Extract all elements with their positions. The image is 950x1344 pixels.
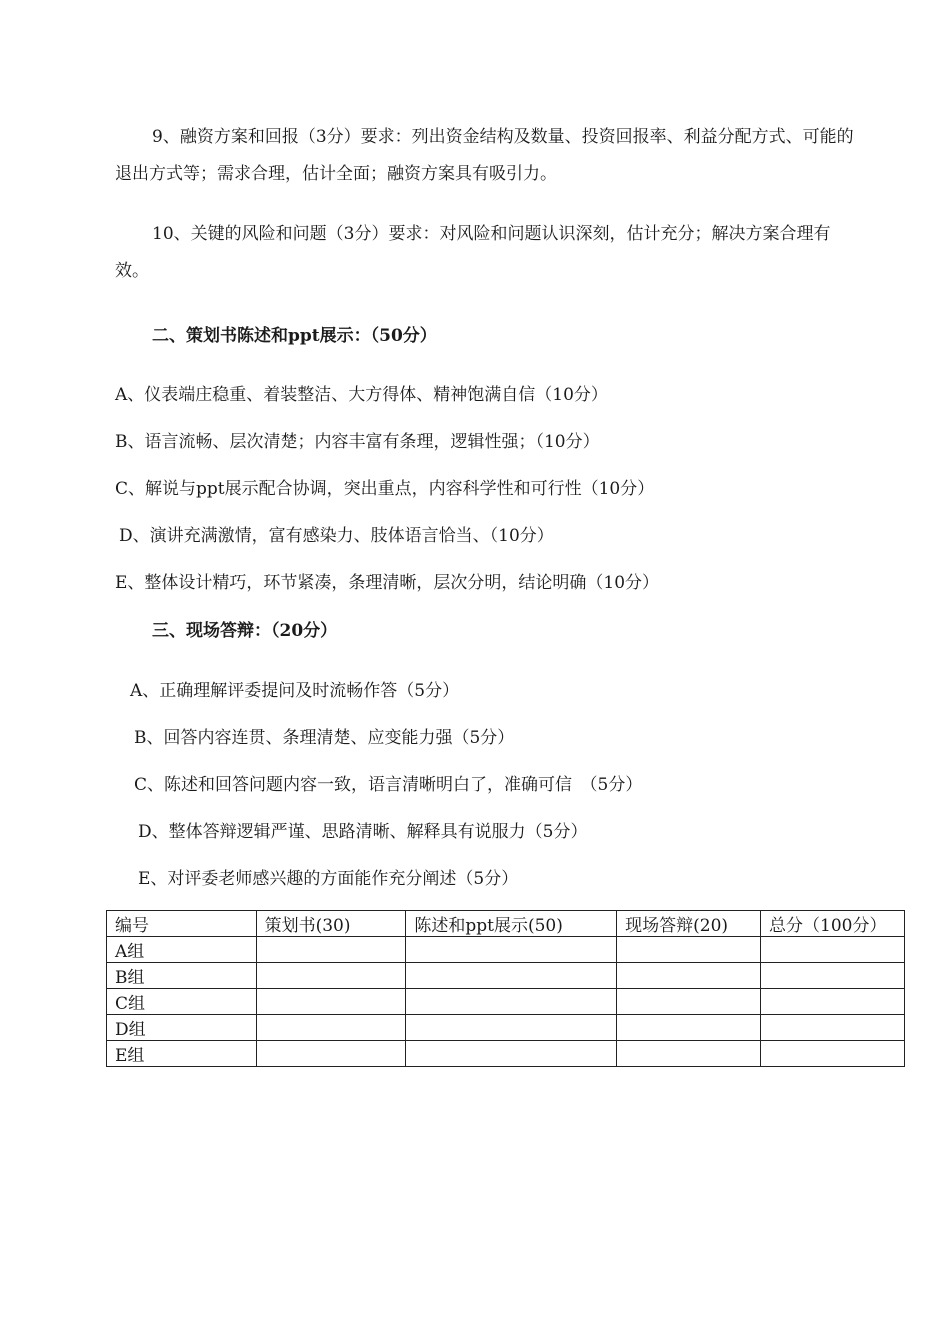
criterion-item: C、解说与ppt展示配合协调，突出重点，内容科学性和可行性（10分） bbox=[115, 479, 655, 499]
score-cell bbox=[617, 937, 761, 963]
criterion-item: E、整体设计精巧，环节紧凑，条理清晰，层次分明，结论明确（10分） bbox=[115, 573, 660, 593]
score-cell bbox=[761, 1041, 905, 1067]
score-cell bbox=[406, 1041, 617, 1067]
criterion-item: D、整体答辩逻辑严谨、思路清晰、解释具有说服力（5分） bbox=[138, 822, 588, 842]
criterion-item: B、回答内容连贯、条理清楚、应变能力强（5分） bbox=[134, 728, 515, 748]
criterion-item: D、演讲充满激情，富有感染力、肢体语言恰当、（10分） bbox=[119, 526, 554, 546]
criterion-item: A、仪表端庄稳重、着装整洁、大方得体、精神饱满自信（10分） bbox=[115, 385, 608, 405]
score-cell bbox=[256, 963, 406, 989]
section-heading-presentation: 二、策划书陈述和ppt展示：（50分） bbox=[152, 326, 437, 346]
score-cell bbox=[406, 1015, 617, 1041]
group-cell: C组 bbox=[107, 989, 257, 1015]
score-cell bbox=[406, 963, 617, 989]
score-cell bbox=[256, 1015, 406, 1041]
group-cell: D组 bbox=[107, 1015, 257, 1041]
score-cell bbox=[761, 937, 905, 963]
section-heading-defense: 三、现场答辩：（20分） bbox=[152, 621, 338, 641]
score-cell bbox=[256, 937, 406, 963]
table-row bbox=[107, 1041, 905, 1067]
header-cell-plan: 策划书(30) bbox=[256, 911, 406, 937]
criterion-item: C、陈述和回答问题内容一致，语言清晰明白了，准确可信 （5分） bbox=[134, 775, 643, 795]
table-header-row bbox=[107, 911, 905, 937]
group-cell: B组 bbox=[107, 963, 257, 989]
score-cell bbox=[617, 989, 761, 1015]
score-cell bbox=[617, 1041, 761, 1067]
header-cell-total: 总分（100分） bbox=[761, 911, 905, 937]
score-cell bbox=[761, 989, 905, 1015]
score-cell bbox=[761, 963, 905, 989]
header-cell-id: 编号 bbox=[107, 911, 257, 937]
score-cell bbox=[617, 963, 761, 989]
criterion-item: B、语言流畅、层次清楚；内容丰富有条理，逻辑性强；（10分） bbox=[115, 432, 600, 452]
criterion-item: E、对评委老师感兴趣的方面能作充分阐述（5分） bbox=[138, 869, 519, 889]
score-cell bbox=[761, 1015, 905, 1041]
header-cell-presentation: 陈述和ppt展示(50) bbox=[406, 911, 617, 937]
score-cell bbox=[406, 989, 617, 1015]
group-cell: E组 bbox=[107, 1041, 257, 1067]
score-table bbox=[106, 910, 905, 1067]
score-cell bbox=[256, 989, 406, 1015]
header-cell-defense: 现场答辩(20) bbox=[617, 911, 761, 937]
criterion-item: A、正确理解评委提问及时流畅作答（5分） bbox=[130, 681, 460, 701]
table-row bbox=[107, 989, 905, 1015]
group-cell: A组 bbox=[107, 937, 257, 963]
score-cell bbox=[617, 1015, 761, 1041]
score-cell bbox=[256, 1041, 406, 1067]
table-row bbox=[107, 963, 905, 989]
table-row bbox=[107, 1015, 905, 1041]
paragraph-financing-plan: 9、融资方案和回报（3分）要求：列出资金结构及数量、投资回报率、利益分配方式、可能的退出方式等；需求合理，估计全面；融资方案具有吸引力。 bbox=[115, 127, 854, 184]
table-row bbox=[107, 937, 905, 963]
paragraph-key-risks: 10、关键的风险和问题（3分）要求：对风险和问题认识深刻，估计充分；解决方案合理有效。 bbox=[115, 224, 831, 281]
score-cell bbox=[406, 937, 617, 963]
